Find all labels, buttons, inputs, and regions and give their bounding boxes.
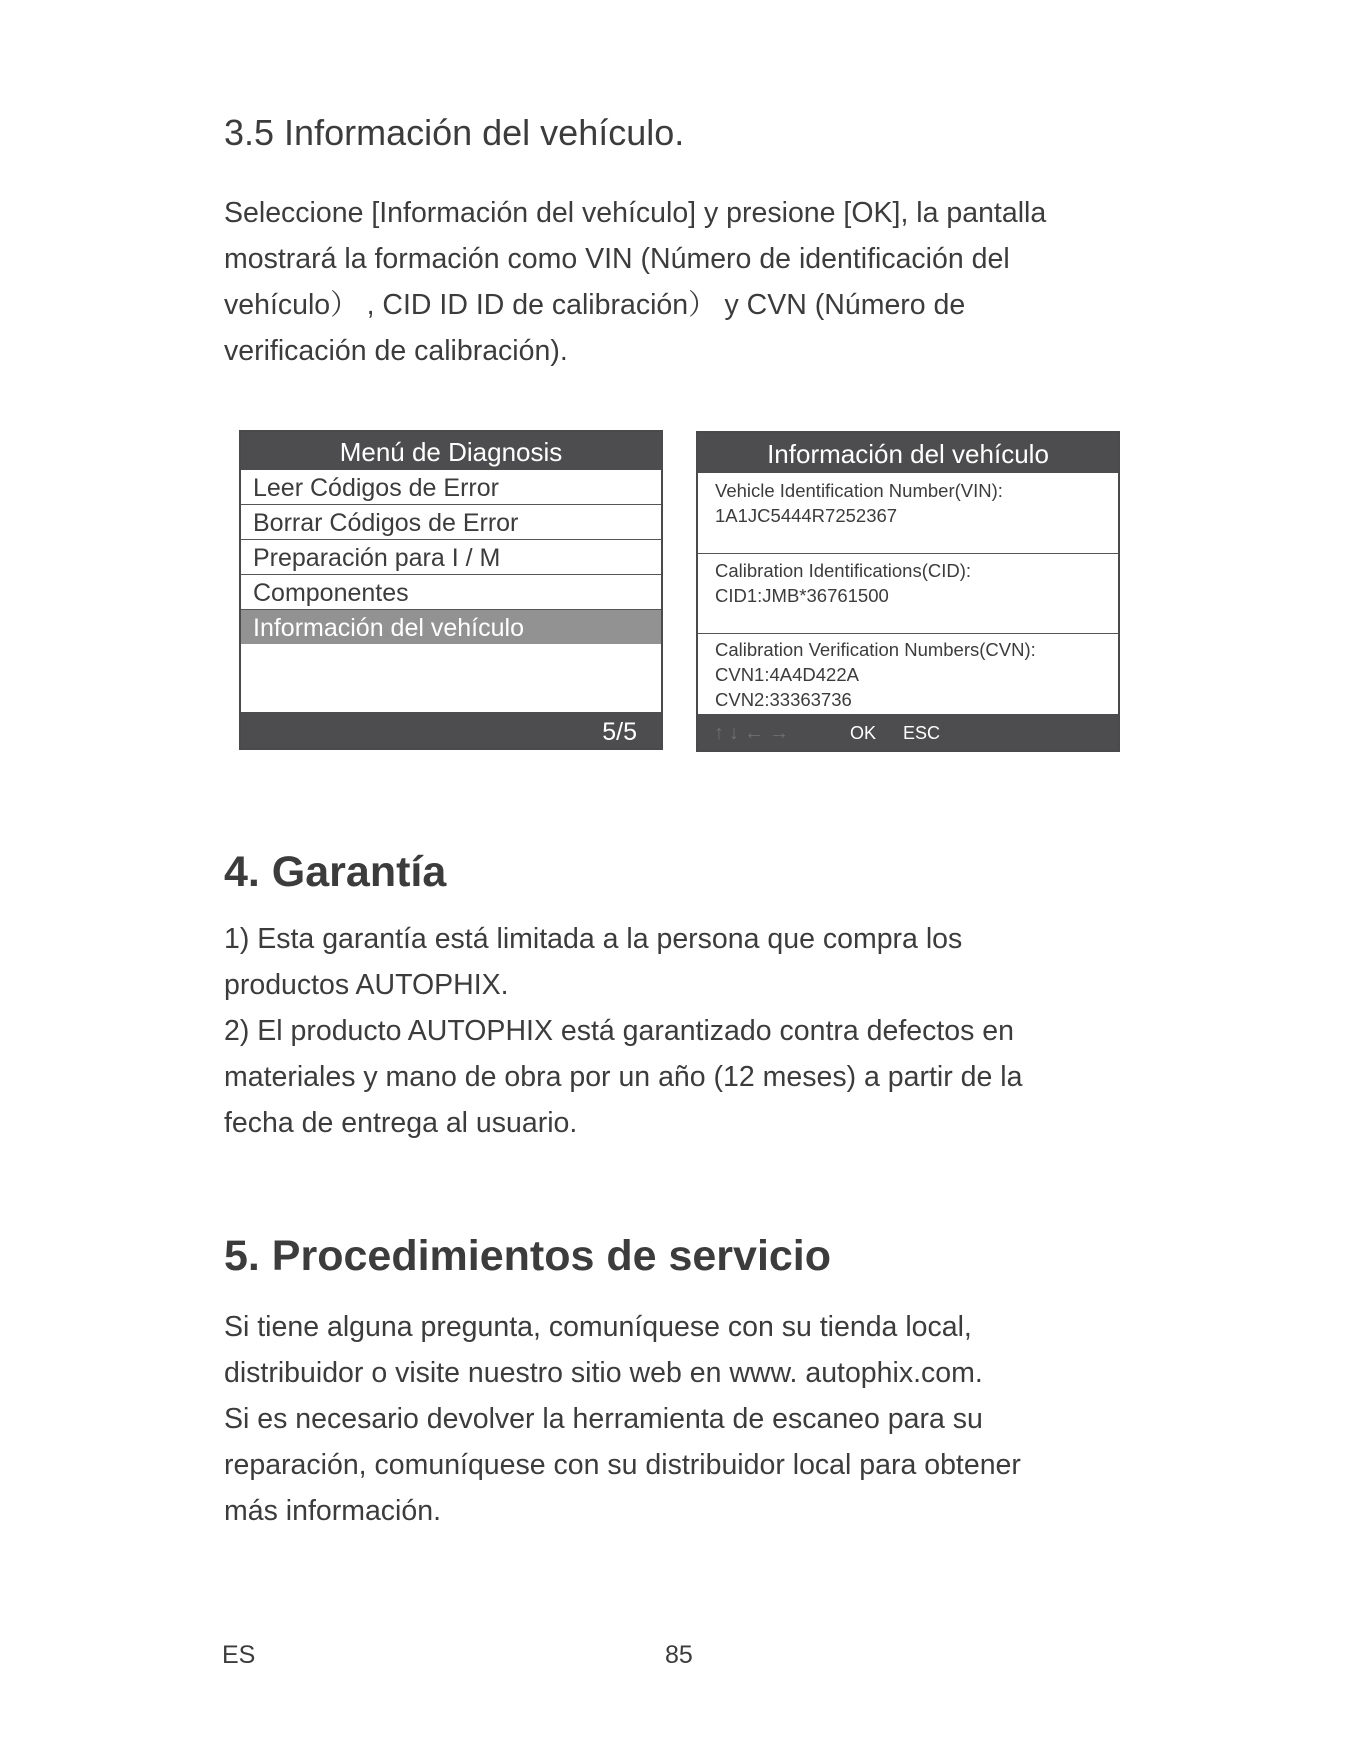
info-screen-header: Información del vehículo <box>698 433 1118 473</box>
paragraph-line: más información. <box>224 1495 441 1527</box>
paragraph-line: 1) Esta garantía está limitada a la persona que compra los <box>224 923 963 955</box>
paragraph-line: vehículo） , CID ID ID de calibración） y CVN (Número de <box>224 289 966 321</box>
menu-page-indicator: 5/5 <box>241 712 661 748</box>
menu-item-vehicle-info[interactable]: Información del vehículo <box>241 610 661 644</box>
paragraph-line: 2) El producto AUTOPHIX está garantizado contra defectos en <box>224 1015 1014 1047</box>
menu-item-im-readiness[interactable]: Preparación para I / M <box>241 540 661 575</box>
paragraph-line: distribuidor o visite nuestro sitio web en www. autophix.com. <box>224 1357 983 1389</box>
paragraph-line: Si es necesario devolver la herramienta de escaneo para su <box>224 1403 983 1435</box>
vin-label: Vehicle Identification Number(VIN): <box>715 480 1003 501</box>
menu-item-components[interactable]: Componentes <box>241 575 661 610</box>
cvn-label: Calibration Verification Numbers(CVN): <box>715 639 1036 660</box>
cvn-value-2: CVN2:33363736 <box>715 689 852 710</box>
esc-button[interactable]: ESC <box>903 723 941 743</box>
paragraph-line: Seleccione [Información del vehículo] y presione [OK], la pantalla <box>224 197 1047 229</box>
paragraph-line: materiales y mano de obra por un año (12 meses) a partir de la <box>224 1061 1023 1093</box>
footer-language: ES <box>222 1641 256 1669</box>
cid-label: Calibration Identifications(CID): <box>715 560 972 581</box>
paragraph-line: fecha de entrega al usuario. <box>224 1107 578 1139</box>
menu-screen-header: Menú de Diagnosis <box>241 432 661 470</box>
section-title-warranty: 4. Garantía <box>224 848 447 896</box>
paragraph-line: productos AUTOPHIX. <box>224 969 509 1001</box>
cvn-block <box>698 634 1118 714</box>
cid-value: CID1:JMB*36761500 <box>715 585 889 606</box>
menu-item-erase-codes[interactable]: Borrar Códigos de Error <box>241 505 661 540</box>
arrow-keys-icon: ↑↓←→ <box>714 722 794 744</box>
vin-block <box>698 473 1118 554</box>
section-service-paragraph <box>224 1304 1021 1534</box>
info-screen-footer <box>698 714 1118 750</box>
cvn-value-1: CVN1:4A4D422A <box>715 664 859 685</box>
section-title-service: 5. Procedimientos de servicio <box>224 1232 832 1280</box>
section-warranty-paragraph <box>224 916 1022 1146</box>
paragraph-line: Si tiene alguna pregunta, comuníquese con su tienda local, <box>224 1311 972 1343</box>
vin-value: 1A1JC5444R7252367 <box>715 505 898 526</box>
paragraph-line: reparación, comuníquese con su distribuidor local para obtener <box>224 1449 1021 1481</box>
section-title-vehicle-info: 3.5 Información del vehículo. <box>224 112 685 153</box>
diagnosis-menu-screen <box>239 430 663 750</box>
cid-block <box>698 554 1118 634</box>
section-vehicle-info-paragraph <box>224 190 1046 374</box>
menu-item-read-codes[interactable]: Leer Códigos de Error <box>241 470 661 505</box>
paragraph-line: verificación de calibración). <box>224 335 568 367</box>
vehicle-info-screen <box>696 431 1120 752</box>
paragraph-line: mostrará la formación como VIN (Número de identificación del <box>224 243 1010 275</box>
ok-button[interactable]: OK <box>850 723 877 743</box>
footer-page-number: 85 <box>665 1641 693 1669</box>
